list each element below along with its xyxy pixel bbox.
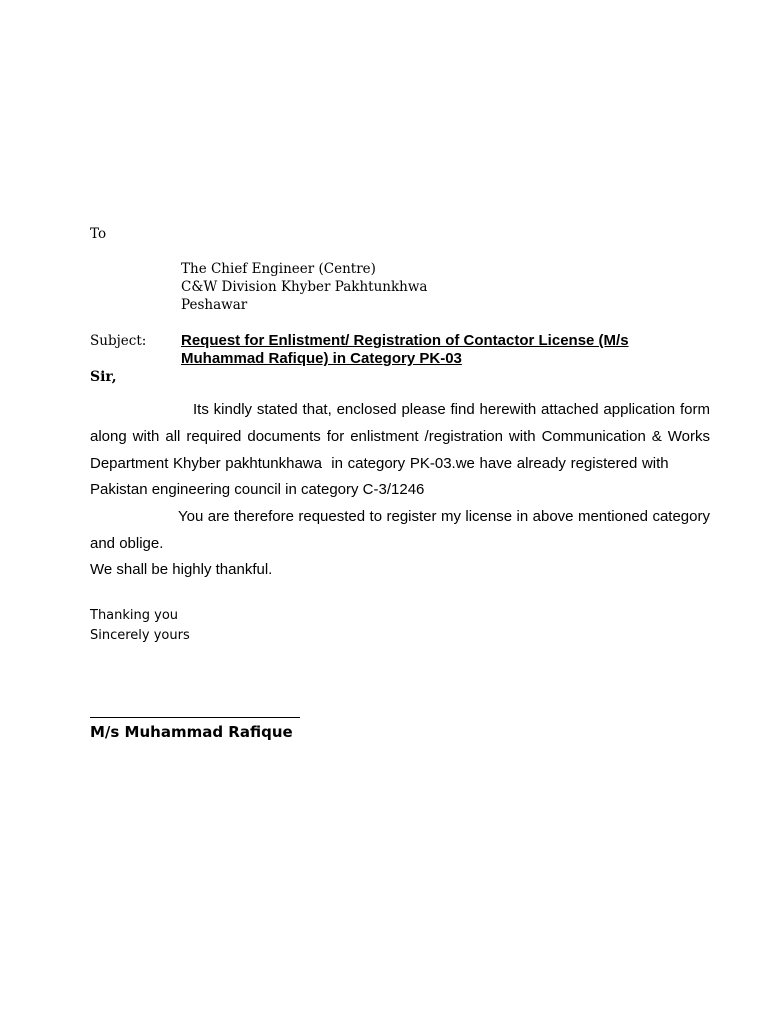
body-paragraph-2 <box>90 504 710 558</box>
complimentary-close <box>90 606 190 646</box>
recipient-title: The Chief Engineer (Centre) <box>181 261 376 277</box>
to-label: To <box>90 226 107 242</box>
closing-line: We shall be highly thankful. <box>90 561 273 578</box>
recipient-city: Peshawar <box>181 297 248 313</box>
signature-line <box>90 717 300 718</box>
paragraph-1-line-4: Pakistan engineering council in category C-3/1246 <box>90 481 425 499</box>
subject-label: Subject: <box>90 333 147 349</box>
signatory-name: M/s Muhammad Rafique <box>90 723 293 741</box>
body-paragraph-1 <box>90 397 710 504</box>
paragraph-1-line-1: Its kindly stated that, enclosed please find herewith attached application form <box>193 401 710 418</box>
subject-line-2: Muhammad Rafique) in Category PK-03 <box>181 350 462 367</box>
paragraph-2-line-2: and oblige. <box>90 534 164 552</box>
salutation: Sir, <box>90 369 117 385</box>
sincerely-text: Sincerely yours <box>90 628 190 643</box>
thanking-text: Thanking you <box>90 608 179 623</box>
recipient-division: C&W Division Khyber Pakhtunkhwa <box>181 279 428 295</box>
paragraph-1-line-3: Department Khyber pakhtunkhawa in category PK-03.we have already registered with <box>90 454 669 472</box>
subject-line-1: Request for Enlistment/ Registration of Contactor License (M/s <box>181 332 629 349</box>
paragraph-2-line-1: You are therefore requested to register my license in above mentioned category <box>178 508 710 525</box>
recipient-address <box>181 260 427 314</box>
subject-text <box>181 332 661 368</box>
paragraph-1-line-2: along with all required documents for enlistment /registration with Communication & Works <box>90 427 710 445</box>
